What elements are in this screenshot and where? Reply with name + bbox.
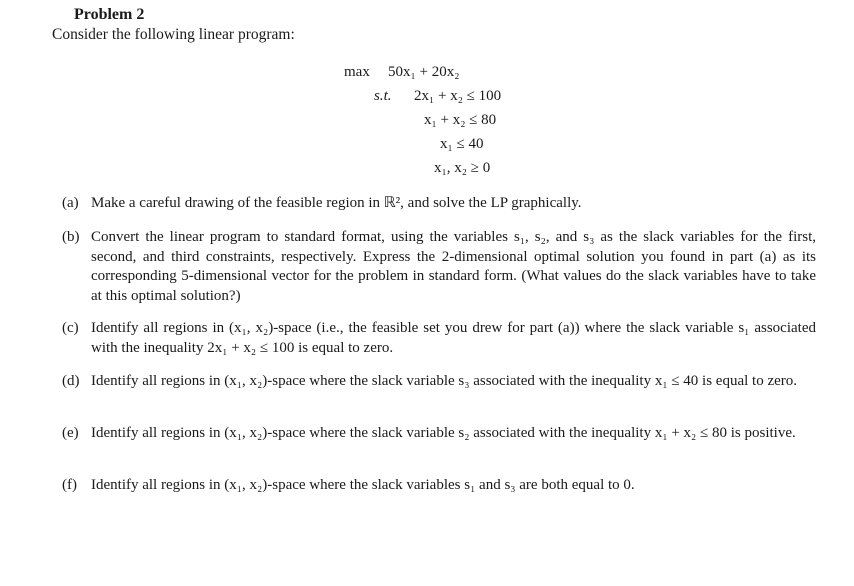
objective-function: 50x₁ + 20x₂ <box>388 64 460 80</box>
part-f-text: Identify all regions in (x₁, x₂)-space where the slack variables s₁ and s₃ are both equal to 0. <box>91 477 635 493</box>
part-f <box>62 476 816 496</box>
constraint-2: x₁ + x₂ ≤ 80 <box>424 112 497 128</box>
constraint-1: 2x₁ + x₂ ≤ 100 <box>414 88 502 104</box>
part-b <box>62 228 816 306</box>
constraint-3: x₁ ≤ 40 <box>440 136 484 152</box>
problem-intro: Consider the following linear program: <box>52 26 295 43</box>
objective-label: max <box>344 64 370 80</box>
part-d <box>62 372 816 392</box>
problem-heading: Problem 2 <box>74 6 145 23</box>
subject-to-label: s.t. <box>374 88 392 104</box>
part-f-label: (f) <box>62 477 77 493</box>
part-e-text: Identify all regions in (x₁, x₂)-space where the slack variable s₂ associated with the inequality x₁ + x₂ ≤ 80 is positive. <box>91 425 796 441</box>
part-b-text: Convert the linear program to standard format, using the variables s₁, s₂, and s₃ as the slack variables for the first, second, and third constraints, respectively. Express the 2-dimensional optimal solution you found in part (a) as its corresponding 5-dimensional vector for the problem in standard form. (What values do the slack variables have to take at this optimal solution?) <box>91 229 816 304</box>
part-d-label: (d) <box>62 373 80 389</box>
part-e <box>62 424 816 444</box>
part-a-label: (a) <box>62 195 79 211</box>
part-d-text: Identify all regions in (x₁, x₂)-space where the slack variable s₃ associated with the inequality x₁ ≤ 40 is equal to zero. <box>91 373 798 389</box>
part-a <box>62 194 816 214</box>
part-c-text: Identify all regions in (x₁, x₂)-space (i.e., the feasible set you drew for part (a)) where the slack variable s₁ associated with the inequality 2x₁ + x₂ ≤ 100 is equal to zero. <box>91 320 816 356</box>
part-a-text: Make a careful drawing of the feasible region in ℝ², and solve the LP graphically. <box>91 195 582 211</box>
part-c <box>62 319 816 358</box>
nonnegativity-constraint: x₁, x₂ ≥ 0 <box>434 160 491 176</box>
part-c-label: (c) <box>62 320 79 336</box>
part-b-label: (b) <box>62 229 80 245</box>
part-e-label: (e) <box>62 425 79 441</box>
